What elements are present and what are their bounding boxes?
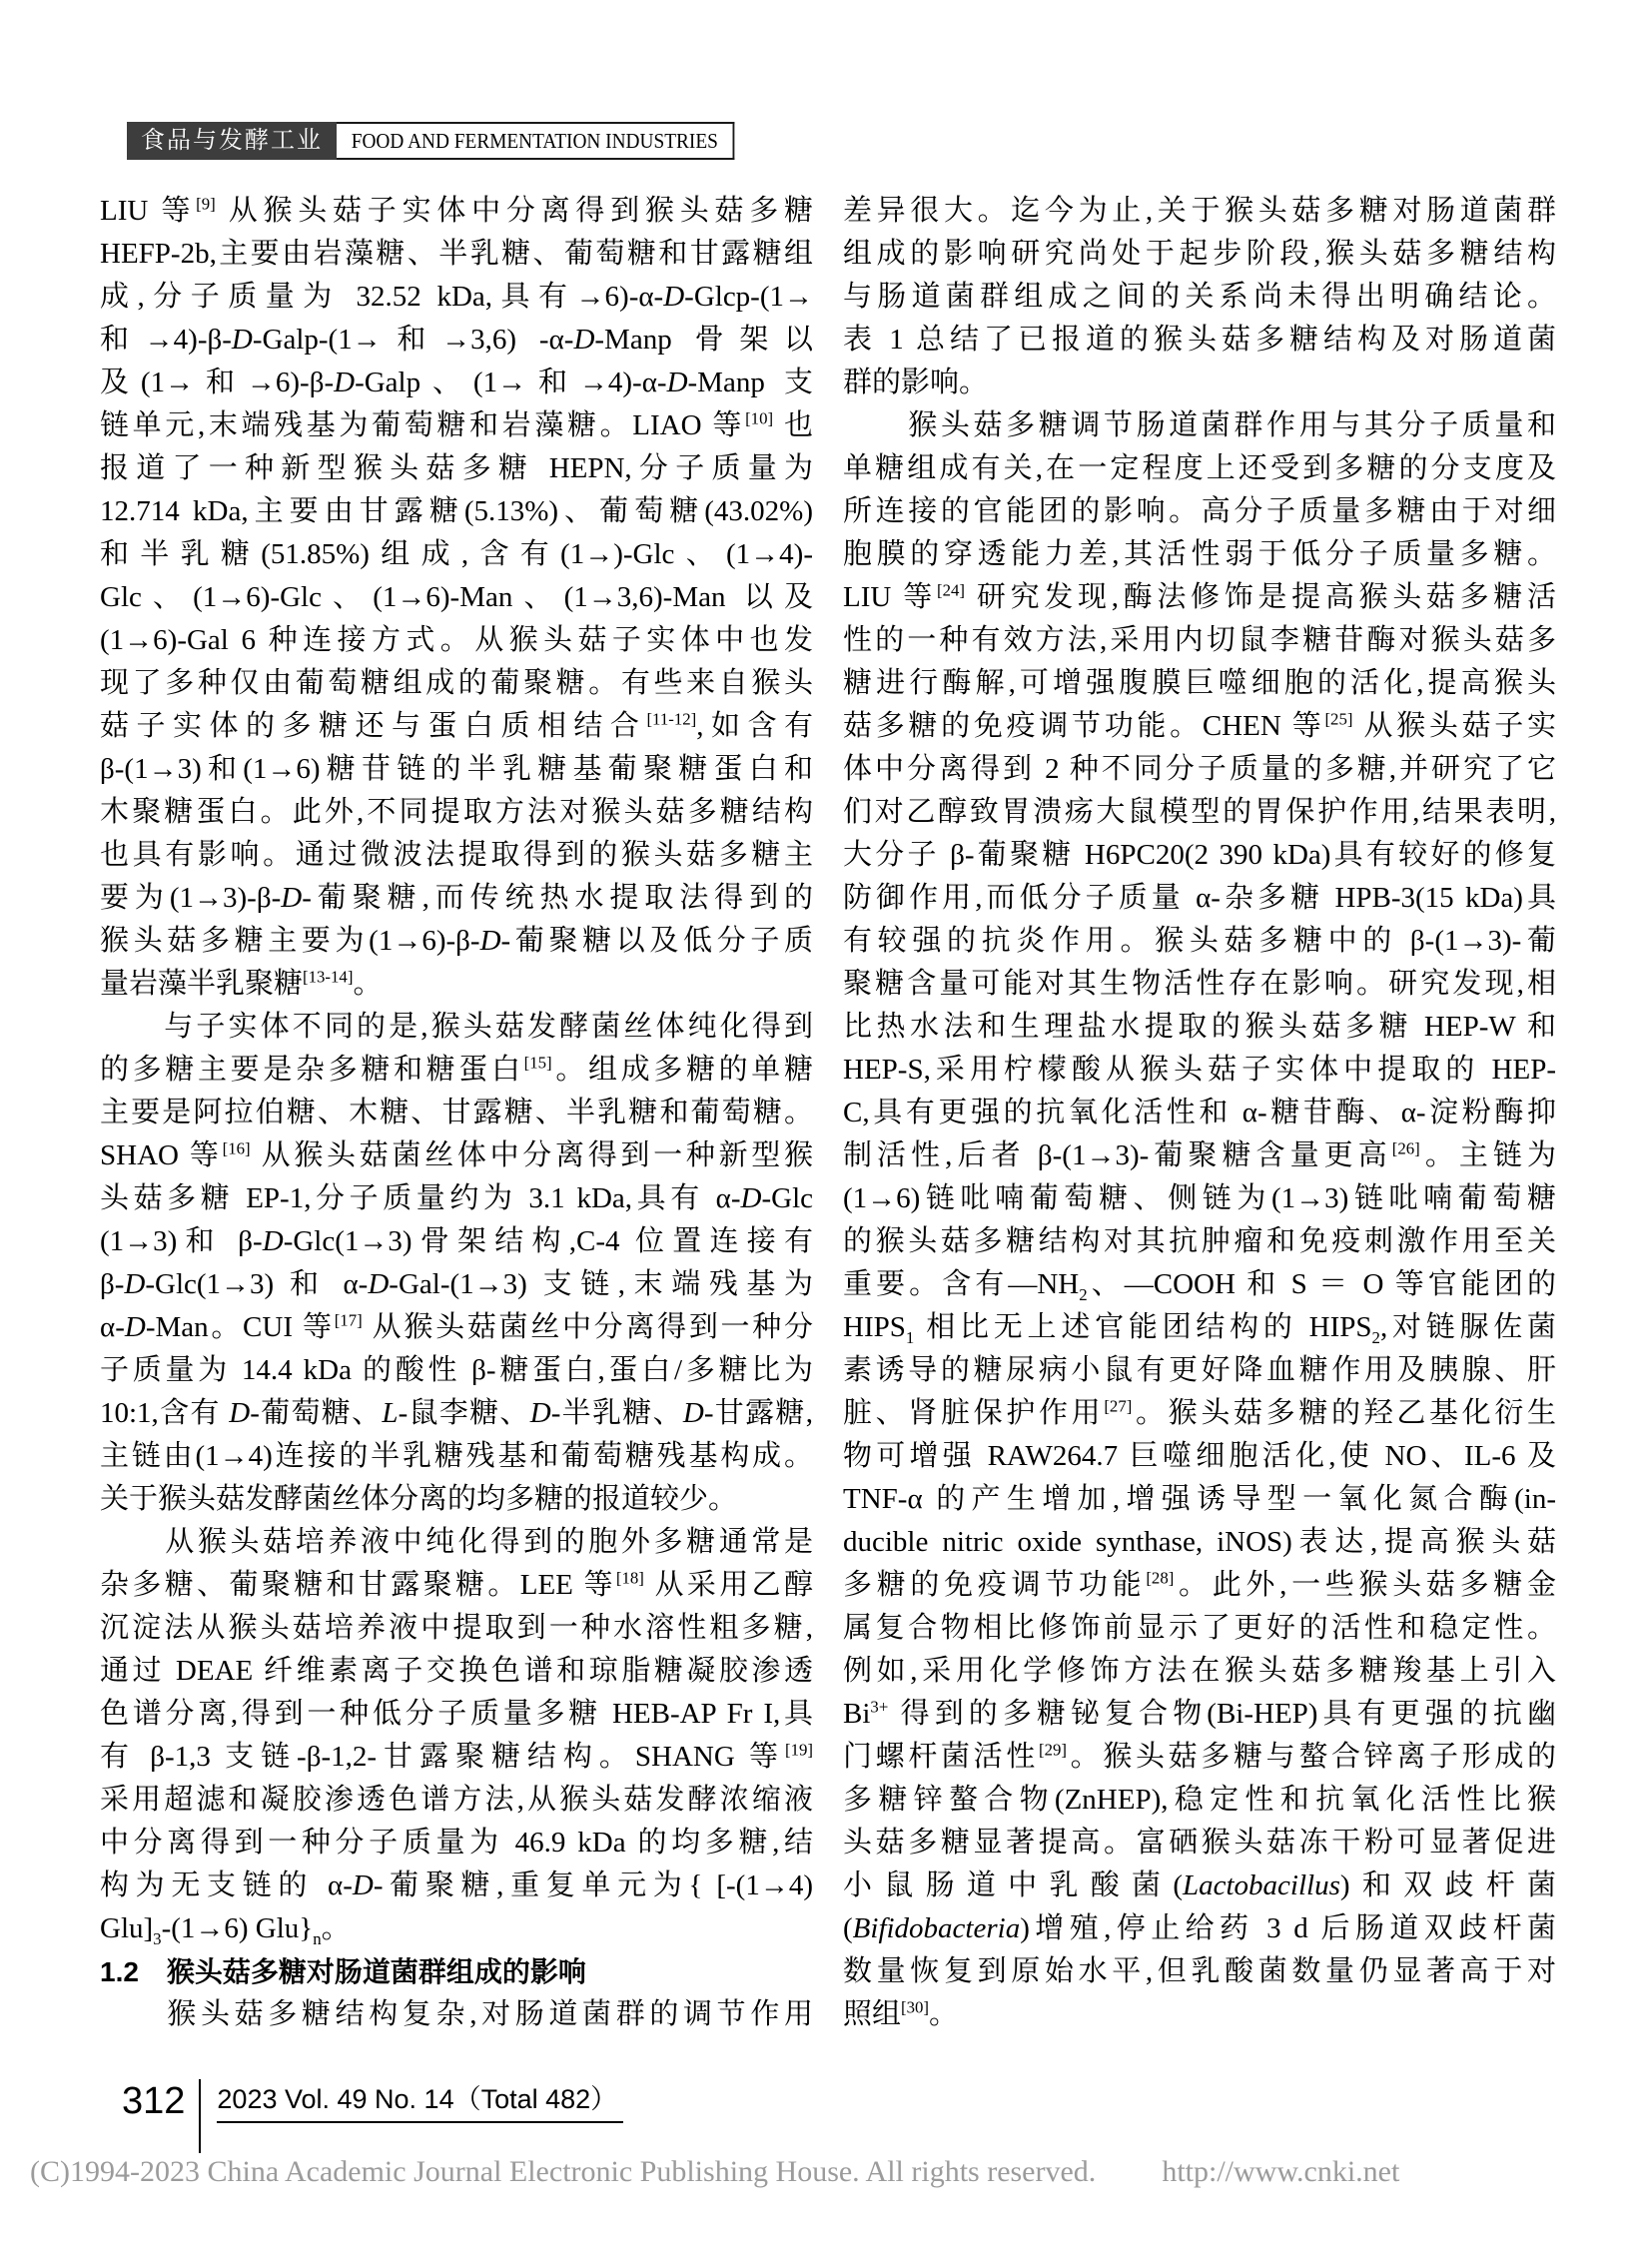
journal-title-en: FOOD AND FERMENTATION INDUSTRIES bbox=[337, 122, 734, 160]
text-line: 属复合物相比修饰前显示了更好的活性和稳定性。 bbox=[843, 1612, 1556, 1644]
text-line: 差异很大。迄今为止,关于猴头菇多糖对肠道菌群 bbox=[843, 195, 1556, 227]
text-line: C,具有更强的抗氧化活性和 α-糖苷酶、α-淀粉酶抑 bbox=[843, 1097, 1556, 1128]
text-line: 物可增强 RAW264.7 巨噬细胞活化,使 NO、IL-6 及 bbox=[843, 1440, 1556, 1472]
page-footer bbox=[122, 2079, 623, 2153]
text-line: β-D-Glc(1→3) 和 α-D-Gal-(1→3) 支链,末端残基为 bbox=[100, 1268, 813, 1300]
text-line: 10:1,含有 D-葡萄糖、L-鼠李糖、D-半乳糖、D-甘露糖, bbox=[100, 1397, 813, 1429]
text-line: 菇多糖的免疫调节功能。CHEN 等[25] 从猴头菇子实 bbox=[843, 709, 1556, 742]
text-line: 与子实体不同的是,猴头菇发酵菌丝体纯化得到 bbox=[100, 1011, 813, 1043]
text-line: 数量恢复到原始水平,但乳酸菌数量仍显著高于对 bbox=[843, 1955, 1556, 1987]
text-line: 体中分离得到 2 种不同分子质量的多糖,并研究了它 bbox=[843, 753, 1556, 785]
text-line: 成,分子质量为 32.52 kDa,具有→6)-α-D-Glcp-(1→ bbox=[100, 281, 813, 313]
text-line: 表 1 总结了已报道的猴头菇多糖结构及对肠道菌 bbox=[843, 324, 1556, 356]
text-line: 关于猴头菇发酵菌丝体分离的均多糖的报道较少。 bbox=[100, 1483, 738, 1515]
text-line: 防御作用,而低分子质量 α-杂多糖 HPB-3(15 kDa)具 bbox=[843, 882, 1556, 914]
text-line: 素诱导的糖尿病小鼠有更好降血糖作用及胰腺、肝 bbox=[843, 1354, 1556, 1386]
text-line: 多糖的免疫调节功能[28]。此外,一些猴头菇多糖金 bbox=[843, 1568, 1556, 1601]
text-line: 现了多种仅由葡萄糖组成的葡聚糖。有些来自猴头 bbox=[100, 667, 813, 699]
text-line: 猴头菇多糖调节肠道菌群作用与其分子质量和 bbox=[843, 409, 1556, 441]
page-body bbox=[100, 190, 1556, 2036]
text-line: 主要是阿拉伯糖、木糖、甘露糖、半乳糖和葡萄糖。 bbox=[100, 1097, 813, 1128]
text-line: 性的一种有效方法,采用内切鼠李糖苷酶对猴头菇多 bbox=[843, 624, 1556, 656]
left-column bbox=[100, 190, 813, 2036]
text-line: 的猴头菇多糖结构对其抗肿瘤和免疫刺激作用至关 bbox=[843, 1225, 1556, 1257]
text-line: 单糖组成有关,在一定程度上还受到多糖的分支度及 bbox=[843, 452, 1556, 484]
text-line: LIU 等[24] 研究发现,酶法修饰是提高猴头菇多糖活 bbox=[843, 580, 1556, 613]
text-line: 子质量为 14.4 kDa 的酸性 β-糖蛋白,蛋白/多糖比为 bbox=[100, 1354, 813, 1386]
copyright-bar bbox=[30, 2155, 1622, 2189]
text-line: 头菇多糖显著提高。富硒猴头菇冻干粉可显著促进 bbox=[843, 1827, 1556, 1859]
text-line: 链单元,末端残基为葡萄糖和岩藻糖。LIAO 等[10] 也 bbox=[100, 408, 813, 441]
text-line: 多糖锌螯合物(ZnHEP),稳定性和抗氧化活性比猴 bbox=[843, 1784, 1556, 1816]
text-line: 头菇多糖 EP-1,分子质量约为 3.1 kDa,具有 α-D-Glc bbox=[100, 1182, 813, 1214]
text-line: (1→6)链吡喃葡萄糖、侧链为(1→3)链吡喃葡萄糖 bbox=[843, 1182, 1556, 1214]
text-line: 小鼠肠道中乳酸菌(Lactobacillus)和双歧杆菌 bbox=[843, 1869, 1556, 1901]
issue-info: 2023 Vol. 49 No. 14（Total 482） bbox=[217, 2079, 623, 2123]
text-line: 所连接的官能团的影响。高分子质量多糖由于对细 bbox=[843, 495, 1556, 527]
right-column bbox=[843, 190, 1556, 2036]
text-line: SHAO 等[16] 从猴头菇菌丝体中分离得到一种新型猴 bbox=[100, 1138, 813, 1171]
text-line: 菇子实体的多糖还与蛋白质相结合[11-12],如含有 bbox=[100, 709, 813, 742]
text-line: 组成的影响研究尚处于起步阶段,猴头菇多糖结构 bbox=[843, 238, 1556, 270]
text-line: 沉淀法从猴头菇培养液中提取到一种水溶性粗多糖, bbox=[100, 1612, 813, 1644]
text-line: HEP-S,采用柠檬酸从猴头菇子实体中提取的 HEP- bbox=[843, 1054, 1556, 1086]
copyright-text: (C)1994-2023 China Academic Journal Electronic Publishing House. All rights reserved. bbox=[30, 2155, 1097, 2188]
text-line: 量岩藻半乳聚糖[13-14]。 bbox=[100, 967, 383, 1000]
text-line: 例如,采用化学修饰方法在猴头菇多糖羧基上引入 bbox=[843, 1655, 1556, 1687]
text-line: 胞膜的穿透能力差,其活性弱于低分子质量多糖。 bbox=[843, 538, 1556, 570]
text-line: 报道了一种新型猴头菇多糖 HEPN,分子质量为 bbox=[100, 452, 813, 484]
footer-divider bbox=[199, 2079, 201, 2153]
text-line: β-(1→3)和(1→6)糖苷链的半乳糖基葡聚糖蛋白和 bbox=[100, 753, 813, 785]
text-line: 12.714 kDa,主要由甘露糖(5.13%)、葡萄糖(43.02%) bbox=[100, 495, 813, 527]
text-line: 猴头菇多糖结构复杂,对肠道菌群的调节作用 bbox=[100, 1998, 813, 2030]
page-number: 312 bbox=[122, 2080, 186, 2122]
text-line: ducible nitric oxide synthase, iNOS)表达,提高猴头菇 bbox=[843, 1526, 1556, 1558]
text-line: 通过 DEAE 纤维素离子交换色谱和琼脂糖凝胶渗透 bbox=[100, 1655, 813, 1687]
text-line: 的多糖主要是杂多糖和糖蛋白[15]。组成多糖的单糖 bbox=[100, 1053, 813, 1086]
text-line: 和→4)-β-D-Galp-(1→和→3,6) -α-D-Manp 骨架以 bbox=[100, 324, 813, 356]
text-line: 中分离得到一种分子质量为 46.9 kDa 的均多糖,结 bbox=[100, 1827, 813, 1859]
text-line: 也具有影响。通过微波法提取得到的猴头菇多糖主 bbox=[100, 839, 813, 871]
text-line: $Bi^{3+}$ 得到的多糖铋复合物(Bi-HEP)具有更强的抗幽 bbox=[843, 1697, 1556, 1730]
text-line: 制活性,后者 β-(1→3)-葡聚糖含量更高[26]。主链为 bbox=[843, 1138, 1556, 1171]
text-line: 有 β-1,3 支链-β-1,2-甘露聚糖结构。SHANG 等[19] bbox=[100, 1740, 813, 1773]
text-line: 要为(1→3)-β-D-葡聚糖,而传统热水提取法得到的 bbox=[100, 882, 813, 914]
text-line: Glc、(1→6)-Glc、(1→6)-Man、(1→3,6)-Man 以及 bbox=[100, 581, 813, 613]
text-line: 杂多糖、葡聚糖和甘露聚糖。LEE 等[18] 从采用乙醇 bbox=[100, 1568, 813, 1601]
text-line: 们对乙醇致胃溃疡大鼠模型的胃保护作用,结果表明, bbox=[843, 796, 1556, 828]
text-line: 脏、肾脏保护作用[27]。猴头菇多糖的羟乙基化衍生 bbox=[843, 1396, 1556, 1429]
text-line: 照组[30]。 bbox=[843, 1997, 959, 2030]
text-line: $HIPS_1$ 相比无上述官能团结构的 $HIPS_2$,对链脲佐菌 bbox=[843, 1311, 1556, 1347]
text-line: 主链由(1→4)连接的半乳糖残基和葡萄糖残基构成。 bbox=[100, 1440, 813, 1472]
text-line: 大分子 β-葡聚糖 H6PC20(2 390 kDa)具有较好的修复 bbox=[843, 839, 1556, 871]
text-line: TNF-α 的产生增加,增强诱导型一氧化氮合酶(in- bbox=[843, 1483, 1556, 1515]
text-line: 猴头菇多糖主要为(1→6)-β-D-葡聚糖以及低分子质 bbox=[100, 925, 813, 957]
text-line: (1→3)和 β-D-Glc(1→3)骨架结构,C-4 位置连接有 bbox=[100, 1225, 813, 1257]
text-line: 群的影响。 bbox=[843, 367, 989, 398]
text-line: 木聚糖蛋白。此外,不同提取方法对猴头菇多糖结构 bbox=[100, 796, 813, 828]
text-line: HEFP-2b,主要由岩藻糖、半乳糖、葡萄糖和甘露糖组 bbox=[100, 238, 813, 270]
text-line: LIU 等[9] 从猴头菇子实体中分离得到猴头菇多糖 bbox=[100, 194, 813, 227]
text-line: 构为无支链的 α-D-葡聚糖,重复单元为{ [-(1→4) bbox=[100, 1869, 813, 1901]
section-heading: 1.2 猴头菇多糖对肠道菌群组成的影响 bbox=[100, 1956, 586, 1987]
text-line: 色谱分离,得到一种低分子质量多糖 HEB-AP Fr I,具 bbox=[100, 1698, 813, 1730]
text-line: 门螺杆菌活性[29]。猴头菇多糖与螯合锌离子形成的 bbox=[843, 1740, 1556, 1773]
text-line: 与肠道菌群组成之间的关系尚未得出明确结论。 bbox=[843, 281, 1556, 313]
text-line: 重要。含有$—NH_2$、—COOH 和 S ＝ O 等官能团的 bbox=[843, 1268, 1556, 1304]
text-line: 有较强的抗炎作用。猴头菇多糖中的 β-(1→3)-葡 bbox=[843, 925, 1556, 957]
journal-title-cn: 食品与发酵工业 bbox=[127, 122, 337, 160]
text-line: 和半乳糖(51.85%)组成,含有(1→)-Glc、(1→4)- bbox=[100, 538, 813, 570]
cnki-url-link[interactable]: http://www.cnki.net bbox=[1162, 2155, 1400, 2188]
journal-header bbox=[127, 122, 769, 160]
text-line: (Bifidobacteria)增殖,停止给药 3 d 后肠道双歧杆菌 bbox=[843, 1912, 1556, 1944]
text-line: $Glu]_3-(1\to 6)$ $Glu\}_n$。 bbox=[100, 1912, 351, 1948]
text-line: 从猴头菇培养液中纯化得到的胞外多糖通常是 bbox=[100, 1526, 813, 1558]
text-line: 比热水法和生理盐水提取的猴头菇多糖 HEP-W 和 bbox=[843, 1011, 1556, 1043]
text-line: 及(1→和→6)-β-D-Galp、(1→和→4)-α-D-Manp 支 bbox=[100, 367, 813, 398]
text-line: α-D-Man。CUI 等[17] 从猴头菇菌丝中分离得到一种分 bbox=[100, 1310, 813, 1343]
text-line: 聚糖含量可能对其生物活性存在影响。研究发现,相 bbox=[843, 968, 1556, 1000]
text-line: 糖进行酶解,可增强腹膜巨噬细胞的活化,提高猴头 bbox=[843, 667, 1556, 699]
text-line: 采用超滤和凝胶渗透色谱方法,从猴头菇发酵浓缩液 bbox=[100, 1784, 813, 1816]
text-line: (1→6)-Gal 6 种连接方式。从猴头菇子实体中也发 bbox=[100, 624, 813, 656]
